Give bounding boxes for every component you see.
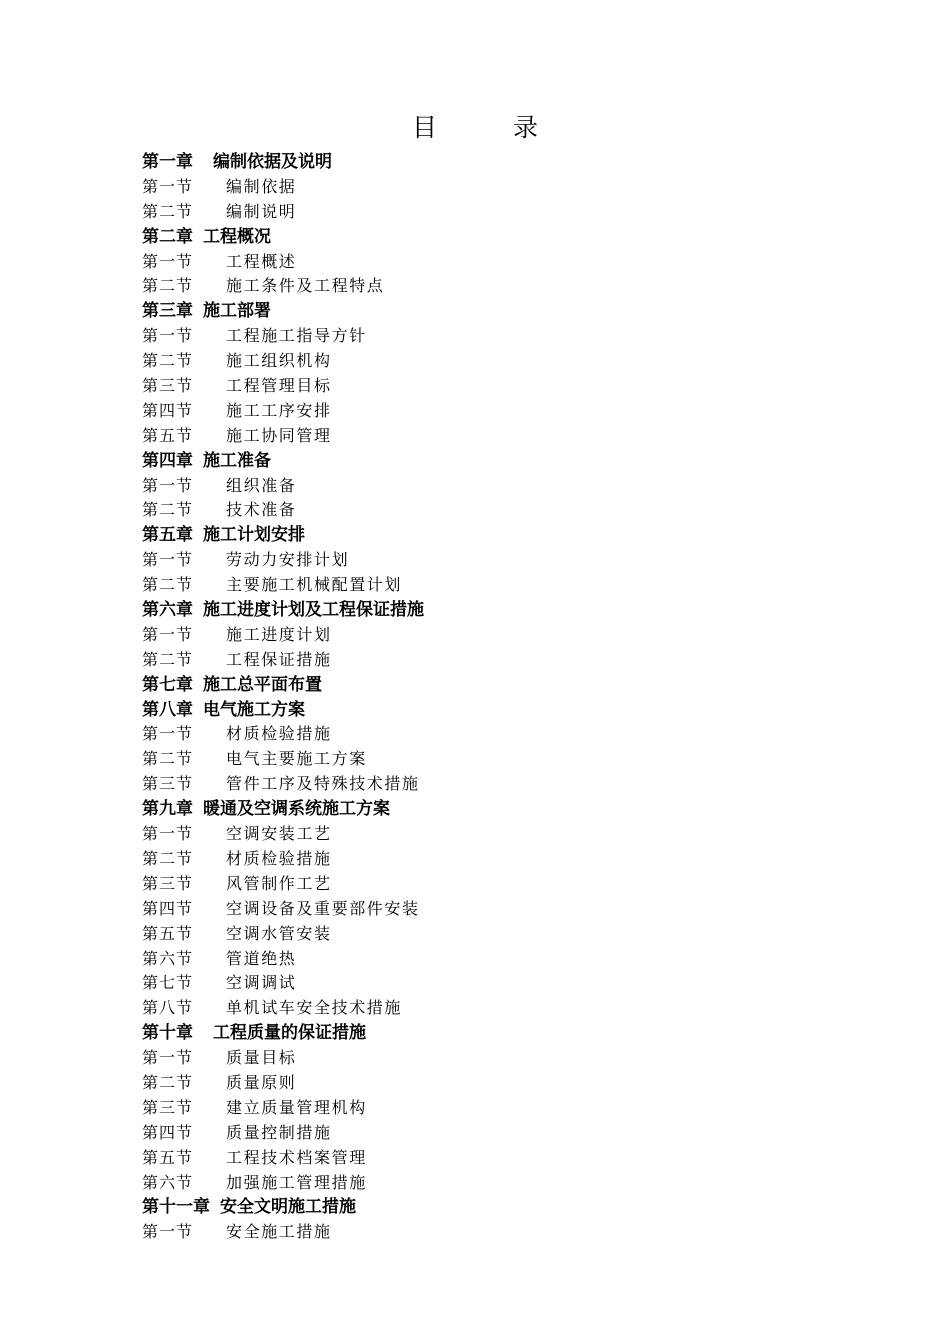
section-title: 建立质量管理机构 xyxy=(226,1097,367,1117)
section-title: 管件工序及特殊技术措施 xyxy=(226,774,420,794)
section-number: 第一节 xyxy=(142,475,194,495)
chapter-number: 第三章 xyxy=(142,301,193,322)
section-title: 电气主要施工方案 xyxy=(226,749,367,769)
section-number: 第二节 xyxy=(142,351,194,371)
section-number: 第五节 xyxy=(142,923,194,943)
chapter-title: 施工进度计划及工程保证措施 xyxy=(203,600,424,621)
section-number: 第三节 xyxy=(142,774,194,794)
section-number: 第一节 xyxy=(142,624,194,644)
chapter-number: 第八章 xyxy=(142,699,193,720)
section-title: 工程技术档案管理 xyxy=(226,1147,367,1167)
section-title: 施工条件及工程特点 xyxy=(226,276,385,296)
chapter-number: 第四章 xyxy=(142,450,193,471)
section-title: 质量控制措施 xyxy=(226,1122,332,1142)
toc-section-entry xyxy=(142,573,842,598)
section-title: 工程保证措施 xyxy=(226,649,332,669)
section-title: 编制依据 xyxy=(226,176,297,196)
toc-chapter-entry xyxy=(142,1195,842,1220)
section-number: 第二节 xyxy=(142,649,194,669)
toc-section-entry xyxy=(142,747,842,772)
toc-chapter-entry xyxy=(142,449,842,474)
chapter-title: 施工部署 xyxy=(203,301,271,322)
toc-chapter-entry xyxy=(142,523,842,548)
section-number: 第三节 xyxy=(142,376,194,396)
chapter-title: 施工总平面布置 xyxy=(203,674,322,695)
section-number: 第一节 xyxy=(142,176,194,196)
toc-section-entry xyxy=(142,200,842,225)
section-title: 组织准备 xyxy=(226,475,297,495)
chapter-title: 施工准备 xyxy=(203,450,271,471)
toc-section-entry xyxy=(142,922,842,947)
toc-section-entry xyxy=(142,1171,842,1196)
toc-section-entry xyxy=(142,1096,842,1121)
section-title: 技术准备 xyxy=(226,500,297,520)
toc-section-entry xyxy=(142,822,842,847)
chapter-number: 第九章 xyxy=(142,799,193,820)
section-title: 风管制作工艺 xyxy=(226,873,332,893)
toc-section-entry xyxy=(142,374,842,399)
chapter-title: 编制依据及说明 xyxy=(213,152,332,172)
table-of-contents xyxy=(142,150,842,1245)
toc-section-entry xyxy=(142,498,842,523)
toc-section-entry xyxy=(142,175,842,200)
toc-section-entry xyxy=(142,947,842,972)
section-number: 第七节 xyxy=(142,973,194,993)
section-number: 第二节 xyxy=(142,749,194,769)
section-title: 主要施工机械配置计划 xyxy=(226,575,403,595)
toc-section-entry xyxy=(142,1046,842,1071)
section-number: 第三节 xyxy=(142,1097,194,1117)
toc-chapter-entry xyxy=(142,150,842,175)
toc-chapter-entry xyxy=(142,797,842,822)
chapter-number: 第十一章 xyxy=(142,1197,210,1218)
section-number: 第四节 xyxy=(142,1122,194,1142)
section-title: 空调设备及重要部件安装 xyxy=(226,898,420,918)
section-number: 第三节 xyxy=(142,873,194,893)
toc-chapter-entry xyxy=(142,673,842,698)
section-title: 空调安装工艺 xyxy=(226,824,332,844)
chapter-title: 工程质量的保证措施 xyxy=(213,1023,366,1044)
toc-section-entry xyxy=(142,474,842,499)
section-title: 材质检验措施 xyxy=(226,848,332,868)
section-number: 第五节 xyxy=(142,425,194,445)
toc-section-entry xyxy=(142,349,842,374)
section-title: 编制说明 xyxy=(226,201,297,221)
toc-chapter-entry xyxy=(142,299,842,324)
section-number: 第二节 xyxy=(142,500,194,520)
toc-chapter-entry xyxy=(142,225,842,250)
section-title: 施工组织机构 xyxy=(226,351,332,371)
toc-section-entry xyxy=(142,872,842,897)
section-number: 第一节 xyxy=(142,251,194,271)
section-number: 第六节 xyxy=(142,1172,194,1192)
chapter-number: 第六章 xyxy=(142,600,193,621)
section-title: 材质检验措施 xyxy=(226,724,332,744)
chapter-title: 电气施工方案 xyxy=(203,699,305,720)
toc-section-entry xyxy=(142,772,842,797)
toc-chapter-entry xyxy=(142,598,842,623)
section-number: 第一节 xyxy=(142,326,194,346)
toc-section-entry xyxy=(142,548,842,573)
chapter-number: 第五章 xyxy=(142,525,193,546)
section-title: 工程概述 xyxy=(226,251,297,271)
section-title: 加强施工管理措施 xyxy=(226,1172,367,1192)
section-number: 第二节 xyxy=(142,201,194,221)
section-title: 质量目标 xyxy=(226,1048,297,1068)
toc-section-entry xyxy=(142,648,842,673)
toc-section-entry xyxy=(142,847,842,872)
section-title: 劳动力安排计划 xyxy=(226,550,350,570)
section-title: 施工协同管理 xyxy=(226,425,332,445)
section-number: 第一节 xyxy=(142,550,194,570)
section-number: 第八节 xyxy=(142,998,194,1018)
toc-section-entry xyxy=(142,971,842,996)
chapter-number: 第七章 xyxy=(142,674,193,695)
section-title: 质量原则 xyxy=(226,1072,297,1092)
section-title: 工程施工指导方针 xyxy=(226,326,367,346)
section-number: 第二节 xyxy=(142,276,194,296)
section-number: 第五节 xyxy=(142,1147,194,1167)
chapter-title: 施工计划安排 xyxy=(203,525,305,546)
toc-section-entry xyxy=(142,399,842,424)
toc-section-entry xyxy=(142,623,842,648)
section-number: 第二节 xyxy=(142,575,194,595)
toc-section-entry xyxy=(142,324,842,349)
chapter-number: 第一章 xyxy=(142,152,193,172)
toc-section-entry xyxy=(142,1121,842,1146)
page-title: 目 录 xyxy=(412,113,572,142)
toc-chapter-entry xyxy=(142,698,842,723)
toc-section-entry xyxy=(142,250,842,275)
toc-section-entry xyxy=(142,996,842,1021)
toc-section-entry xyxy=(142,274,842,299)
section-number: 第四节 xyxy=(142,400,194,420)
toc-section-entry xyxy=(142,1146,842,1171)
chapter-title: 工程概况 xyxy=(203,226,271,247)
toc-section-entry xyxy=(142,722,842,747)
section-number: 第一节 xyxy=(142,1048,194,1068)
toc-chapter-entry xyxy=(142,1021,842,1046)
section-number: 第六节 xyxy=(142,948,194,968)
section-number: 第二节 xyxy=(142,1072,194,1092)
toc-section-entry xyxy=(142,1220,842,1245)
section-title: 空调调试 xyxy=(226,973,297,993)
section-title: 施工进度计划 xyxy=(226,624,332,644)
toc-section-entry xyxy=(142,897,842,922)
section-number: 第一节 xyxy=(142,724,194,744)
chapter-number: 第十章 xyxy=(142,1023,193,1044)
section-title: 空调水管安装 xyxy=(226,923,332,943)
chapter-title: 暖通及空调系统施工方案 xyxy=(203,799,390,820)
section-title: 工程管理目标 xyxy=(226,376,332,396)
section-title: 管道绝热 xyxy=(226,948,297,968)
section-title: 施工工序安排 xyxy=(226,400,332,420)
chapter-title: 安全文明施工措施 xyxy=(220,1197,356,1218)
section-title: 安全施工措施 xyxy=(226,1222,332,1242)
section-title: 单机试车安全技术措施 xyxy=(226,998,403,1018)
section-number: 第四节 xyxy=(142,898,194,918)
section-number: 第二节 xyxy=(142,848,194,868)
section-number: 第一节 xyxy=(142,824,194,844)
chapter-number: 第二章 xyxy=(142,226,193,247)
section-number: 第一节 xyxy=(142,1222,194,1242)
toc-section-entry xyxy=(142,1071,842,1096)
toc-section-entry xyxy=(142,424,842,449)
